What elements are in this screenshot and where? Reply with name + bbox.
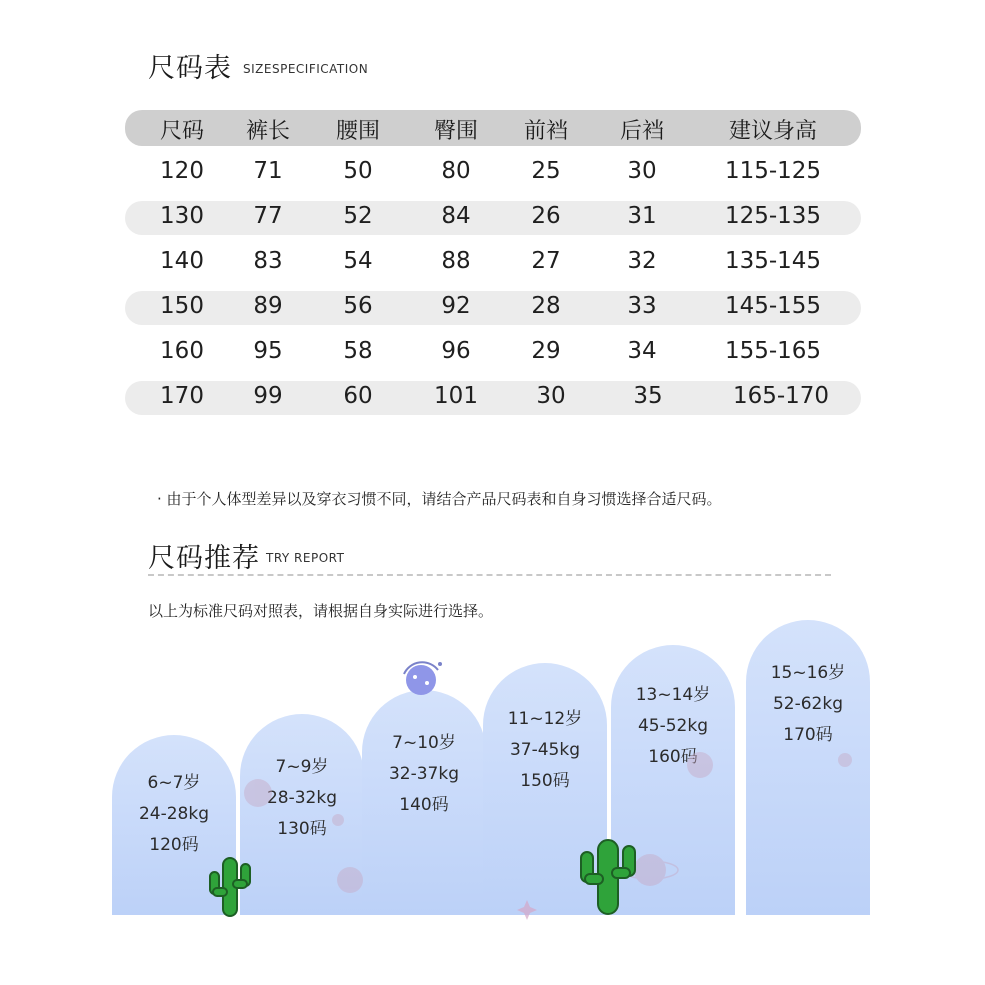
table-header-cell: 臀围 (433, 119, 479, 144)
cactus-icon (581, 840, 635, 914)
card-age: 7~9岁 (275, 757, 329, 777)
table-header-cell: 建议身高 (728, 119, 818, 144)
card-size: 170码 (783, 725, 833, 745)
table-cell: 29 (531, 338, 561, 364)
table-cell: 25 (531, 158, 561, 184)
table-cell: 58 (343, 338, 373, 364)
table-cell: 150 (160, 293, 204, 319)
table-cell: 160 (160, 338, 204, 364)
table-cell: 26 (531, 203, 561, 229)
card-weight: 45-52kg (637, 716, 709, 736)
card-size: 130码 (277, 819, 327, 839)
table-cell: 99 (253, 383, 283, 409)
table-cell: 50 (343, 158, 373, 184)
table-cell: 83 (253, 248, 283, 274)
table-header-cell: 尺码 (159, 119, 205, 144)
table-cell: 54 (343, 248, 373, 274)
table-cell: 32 (627, 248, 657, 274)
table-cell: 27 (531, 248, 561, 274)
table-cell: 155-165 (724, 338, 822, 364)
table-cell: 80 (441, 158, 471, 184)
table-header-cell: 裤长 (245, 119, 291, 144)
table-cell: 140 (160, 248, 204, 274)
card-age: 11~12岁 (507, 709, 583, 729)
table-cell: 92 (441, 293, 471, 319)
table-cell: 130 (160, 203, 204, 229)
table-header-cell: 腰围 (335, 119, 381, 144)
table-cell: 88 (441, 248, 471, 274)
report-subtitle: TRY REPORT (266, 551, 345, 565)
table-cell: 145-155 (724, 293, 822, 319)
card-weight: 24-28kg (138, 804, 210, 824)
card-size: 160码 (648, 747, 698, 767)
card-size: 150码 (520, 771, 570, 791)
table-cell: 30 (627, 158, 657, 184)
table-cell: 34 (627, 338, 657, 364)
table-cell: 89 (253, 293, 283, 319)
planet-icon (244, 752, 852, 893)
table-cell: 71 (253, 158, 283, 184)
table-header-cell: 后裆 (619, 119, 665, 144)
table-cell: 135-145 (724, 248, 822, 274)
card-weight: 28-32kg (266, 788, 338, 808)
star-icon (517, 900, 537, 920)
cactus-icon (210, 858, 250, 916)
table-cell: 101 (434, 383, 478, 409)
card-size: 120码 (149, 835, 199, 855)
table-cell: 115-125 (724, 158, 822, 184)
table-cell: 84 (441, 203, 471, 229)
card-weight: 52-62kg (772, 694, 844, 714)
card-age: 6~7岁 (147, 773, 201, 793)
card-age: 7~10岁 (392, 733, 456, 753)
table-cell: 96 (441, 338, 471, 364)
table-cell: 35 (633, 383, 663, 409)
table-cell: 165-170 (732, 383, 830, 409)
table-cell: 95 (253, 338, 283, 364)
card-weight: 37-45kg (509, 740, 581, 760)
fit-note: · 由于个人体型差异以及穿衣习惯不同，请结合产品尺码表和自身习惯选择合适尺码。 (157, 490, 722, 508)
table-cell: 31 (627, 203, 657, 229)
table-cell: 120 (160, 158, 204, 184)
table-cell: 77 (253, 203, 283, 229)
table-header-cell: 前裆 (523, 119, 569, 144)
table-cell: 33 (627, 293, 657, 319)
table-cell: 28 (531, 293, 561, 319)
table-cell: 170 (160, 383, 204, 409)
card-age: 15~16岁 (770, 663, 846, 683)
spec-title: 尺码表 (148, 53, 232, 84)
card-size: 140码 (399, 795, 449, 815)
card-age: 13~14岁 (635, 685, 711, 705)
table-cell: 60 (343, 383, 373, 409)
spec-subtitle: SIZESPECIFICATION (243, 62, 369, 76)
report-title: 尺码推荐 (148, 543, 260, 574)
planet-icon (404, 662, 442, 695)
table-cell: 52 (343, 203, 373, 229)
table-cell: 125-135 (724, 203, 822, 229)
table-cell: 30 (536, 383, 566, 409)
card-weight: 32-37kg (388, 764, 460, 784)
table-cell: 56 (343, 293, 373, 319)
report-intro: 以上为标准尺码对照表，请根据自身实际进行选择。 (148, 602, 494, 620)
